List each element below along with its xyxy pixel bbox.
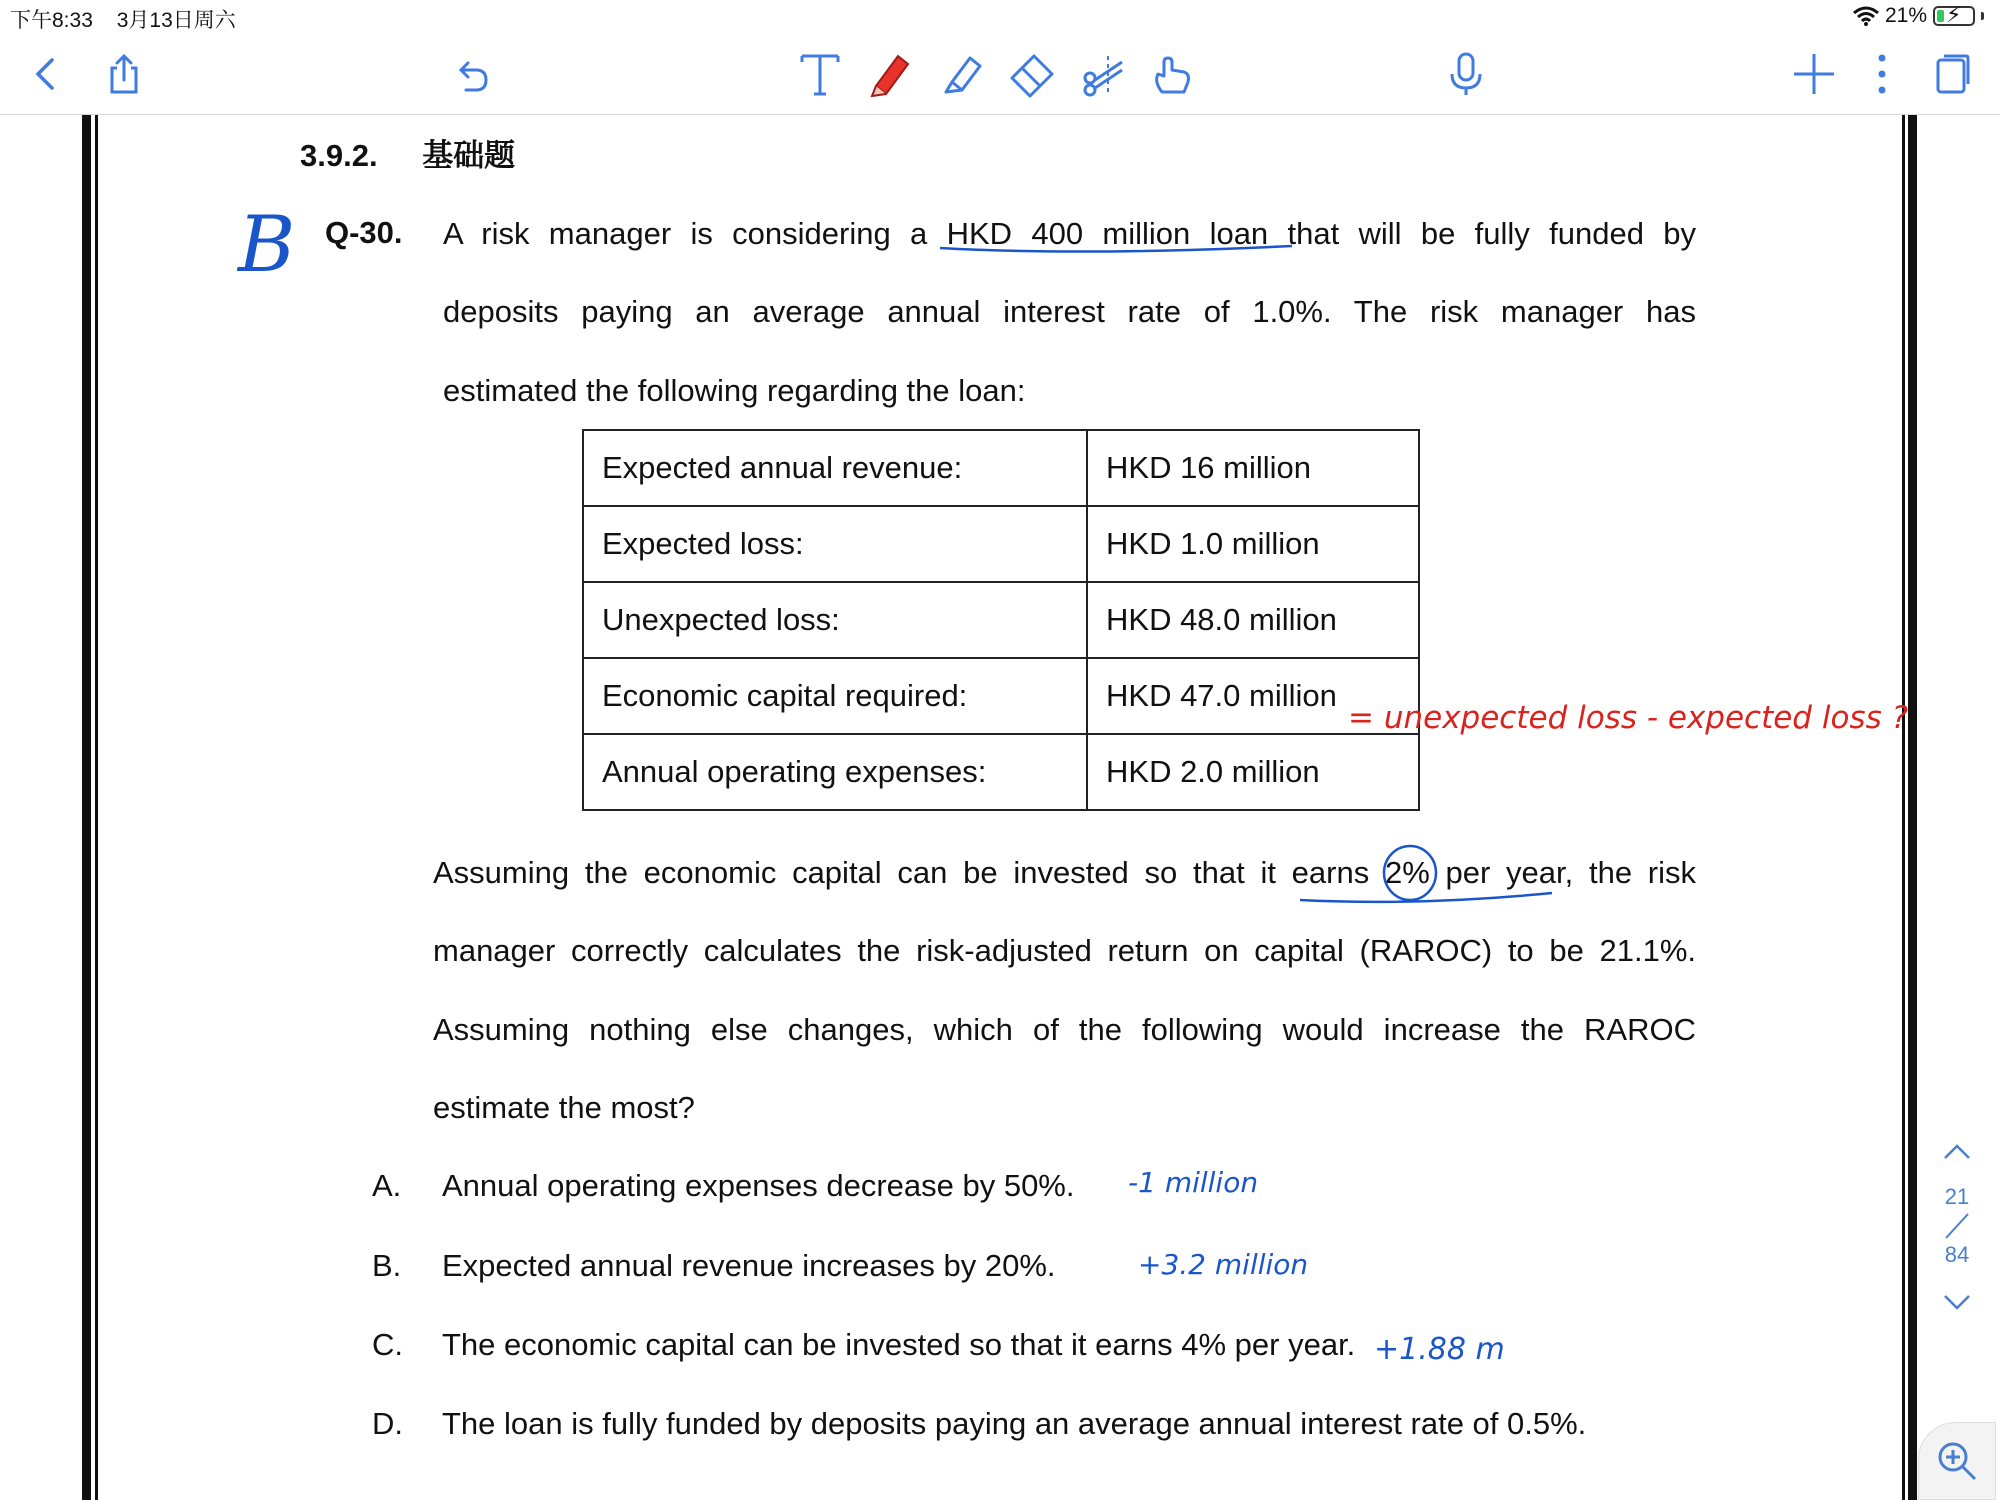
microphone-icon: [1440, 48, 1492, 100]
pen-tool-icon: [864, 48, 916, 100]
option-c-note: +1.88 m: [1374, 1332, 1505, 1367]
option-letter: B.: [372, 1248, 402, 1283]
pages-icon: [1926, 48, 1978, 100]
status-right: [1853, 4, 1984, 28]
body-line-2: manager correctly calculates the risk-adjusted return on capital (RAROC) to be 21.1%.: [433, 933, 1696, 968]
microphone-button[interactable]: [1436, 44, 1496, 104]
more-icon: [1856, 48, 1908, 100]
battery-fill: [1937, 10, 1944, 22]
highlighter-button[interactable]: [932, 44, 992, 104]
more-button[interactable]: [1852, 44, 1912, 104]
question-label: Q-30.: [325, 215, 403, 250]
option-b-note: +3.2 million: [1138, 1248, 1309, 1281]
charging-icon: ⚡: [1946, 2, 1962, 27]
page-border-right: [1908, 115, 1917, 1500]
table-row: [583, 658, 1419, 734]
table-value: HKD 1.0 million: [1087, 506, 1419, 582]
option-text: The economic capital can be invested so that it earns 4% per year.: [442, 1327, 1356, 1362]
intro-line-3: estimated the following regarding the loan:: [443, 373, 1026, 408]
table-value: HKD 16 million: [1087, 430, 1419, 506]
loan-estimates-table: [582, 429, 1420, 811]
status-bar: [0, 0, 2000, 34]
battery-icon: [1933, 2, 1975, 27]
intro-line-2: deposits paying an average annual interest rate of 1.0%. The risk manager has: [443, 294, 1696, 329]
table-label: Economic capital required:: [583, 658, 1087, 734]
table-row: [583, 582, 1419, 658]
page-border-left-inner: [95, 115, 98, 1500]
option-a-note: -1 million: [1128, 1166, 1259, 1199]
section-title: 基础题: [422, 138, 516, 173]
section-heading: [300, 130, 515, 175]
scissors-button[interactable]: [1074, 44, 1134, 104]
table-row: [583, 430, 1419, 506]
table-value: HKD 48.0 million: [1087, 582, 1419, 658]
option-text: Annual operating expenses decrease by 50%.: [442, 1168, 1075, 1203]
option-text: The loan is fully funded by deposits paying an average annual interest rate of 0.5%.: [442, 1406, 1587, 1441]
page-down-icon[interactable]: [1940, 1290, 1974, 1314]
page-navigator: [1922, 1140, 1992, 1314]
text-tool-icon: [794, 48, 846, 100]
answer-mark: B: [238, 200, 296, 290]
table-label: Expected annual revenue:: [583, 430, 1087, 506]
total-pages: 84: [1944, 1242, 1970, 1267]
battery-percent: 21%: [1884, 4, 1927, 27]
share-icon: [98, 48, 150, 100]
current-page: 21: [1944, 1184, 1970, 1209]
page-up-icon[interactable]: [1940, 1140, 1974, 1164]
body-line-3: Assuming nothing else changes, which of the following would increase the RAROC: [433, 1012, 1696, 1047]
pen-tool-button[interactable]: [860, 44, 920, 104]
table-value: HKD 2.0 million: [1087, 734, 1419, 810]
text-tool-button[interactable]: [790, 44, 850, 104]
body-line-4: estimate the most?: [433, 1090, 695, 1125]
option-text: Expected annual revenue increases by 20%.: [442, 1248, 1056, 1283]
toolbar: [0, 36, 2000, 115]
eraser-icon: [1006, 48, 1058, 100]
add-button[interactable]: [1784, 44, 1844, 104]
add-icon: [1788, 48, 1840, 100]
hand-tool-icon: [1146, 48, 1198, 100]
table-row: [583, 506, 1419, 582]
page-divider-icon: [1942, 1212, 1972, 1240]
section-number: 3.9.2.: [300, 138, 378, 173]
battery-tip: [1981, 12, 1984, 20]
page-border-right-inner: [1902, 115, 1905, 1500]
pages-button[interactable]: [1922, 44, 1982, 104]
status-time: 下午8:33: [10, 9, 93, 32]
option-letter: A.: [372, 1168, 402, 1203]
option-letter: C.: [372, 1327, 403, 1362]
zoom-button[interactable]: [1918, 1422, 1996, 1500]
option-letter: D.: [372, 1406, 403, 1441]
intro-line-1: A risk manager is considering a HKD 400 million loan that will be fully funded by: [443, 216, 1696, 251]
table-label: Expected loss:: [583, 506, 1087, 582]
eraser-button[interactable]: [1002, 44, 1062, 104]
undo-icon: [446, 48, 498, 100]
hand-tool-button[interactable]: [1142, 44, 1202, 104]
undo-button[interactable]: [442, 44, 502, 104]
table-note: = unexpected loss - expected loss ?: [1348, 700, 1909, 736]
table-label: Annual operating expenses:: [583, 734, 1087, 810]
back-button[interactable]: [16, 44, 76, 104]
highlighter-icon: [936, 48, 988, 100]
zoom-in-icon: [1935, 1439, 1979, 1483]
share-button[interactable]: [94, 44, 154, 104]
table-label: Unexpected loss:: [583, 582, 1087, 658]
status-date: 3月13日周六: [116, 9, 236, 32]
page-border-left: [82, 115, 91, 1500]
table-row: [583, 734, 1419, 810]
wifi-icon: [1853, 6, 1879, 26]
body-line-1: Assuming the economic capital can be invested so that it earns 2% per year, the risk: [433, 855, 1696, 890]
back-icon: [20, 48, 72, 100]
status-left: [10, 4, 254, 34]
table-value: HKD 47.0 million: [1087, 658, 1419, 734]
scissors-icon: [1078, 48, 1130, 100]
